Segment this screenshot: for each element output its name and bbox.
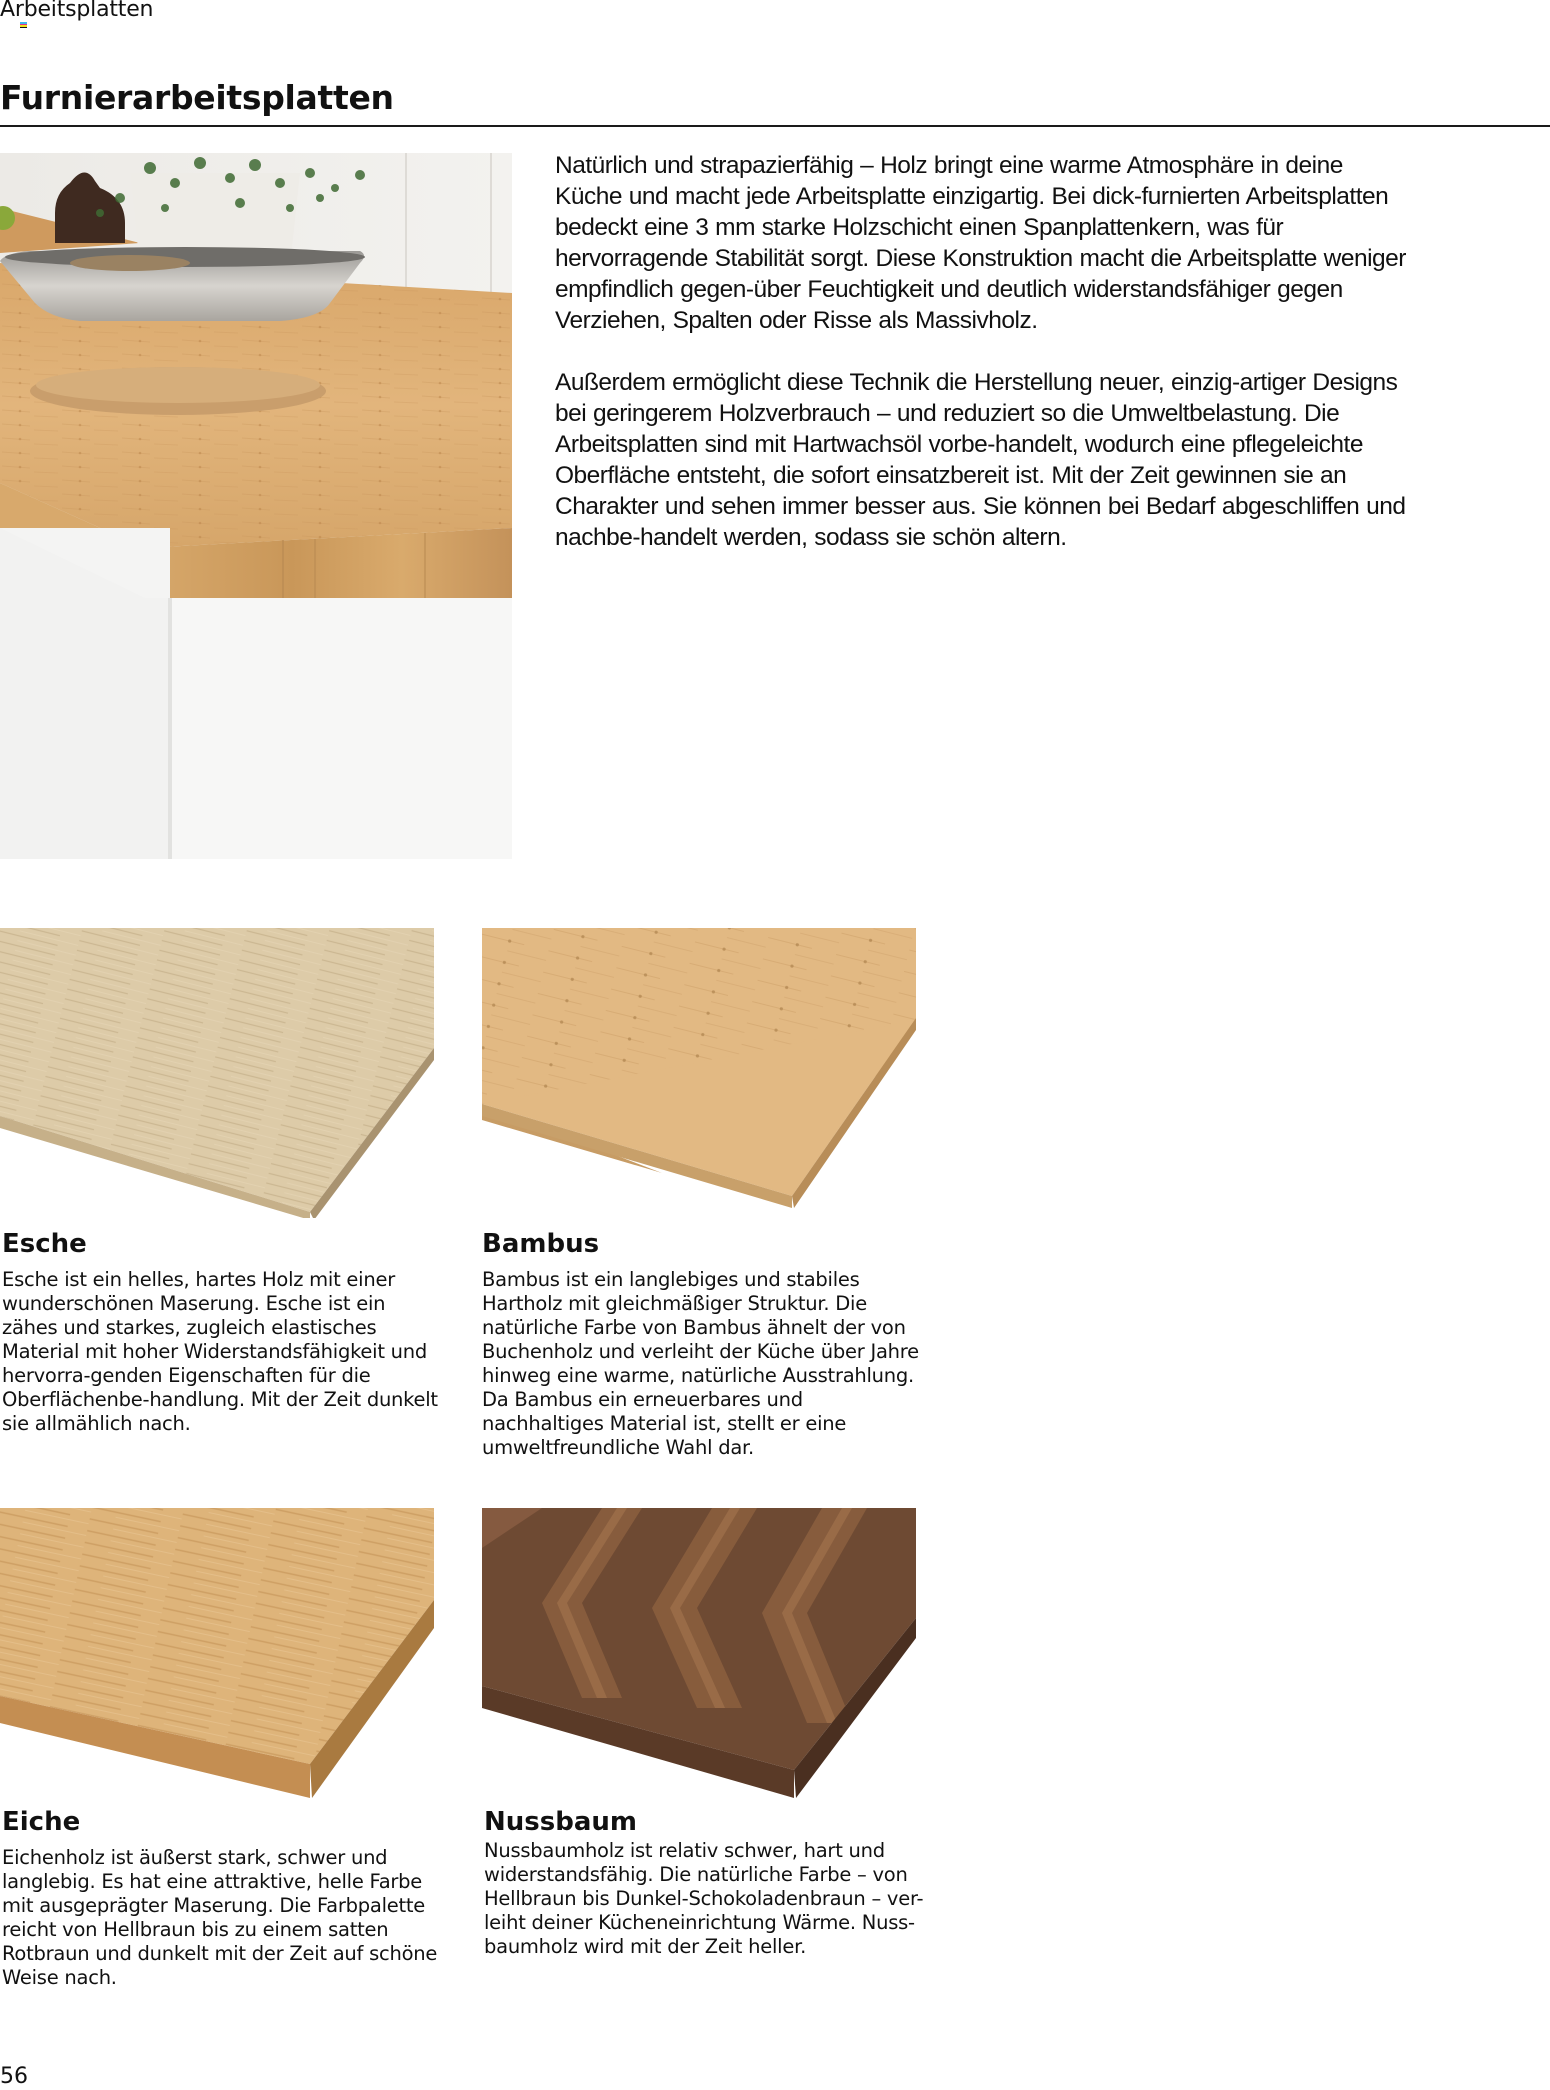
intro-paragraph: Außerdem ermöglicht diese Technik die Herstellung neuer, einzig-artiger Designs bei geringerem Holzverbrauch – und reduziert so die Umweltbelastung. Die Arbeitsplatten sind mit Hartwachsöl vorbe-handelt, wodurch eine pflegeleichte Oberfläche entsteht, die sofort einsatzbereit ist. Mit der Zeit gewinnen sie an Charakter und sehen immer besser aus. Sie können bei Bedarf abgeschliffen und nachbe-handelt werden, sodass sie schön altern. <box>555 369 1406 551</box>
page-number: 56 <box>0 2064 28 2089</box>
swatch-image-esche <box>0 928 434 1218</box>
section-label: Arbeitsplatten <box>0 0 154 22</box>
material-text-eiche: Eichenholz ist äußerst stark, schwer und langlebig. Es hat eine attraktive, helle Farbe mit ausgeprägter Maserung. Die Farbpalette reicht von Hellbraun bis zu einem satten Rotbraun und dunkelt mit der Zeit auf schöne Weise nach. <box>2 1846 438 1989</box>
material-text-esche: Esche ist ein helles, hartes Holz mit einer wunderschönen Maserung. Esche ist ein zähes und starkes, zugleich elastisches Material mit hoher Widerstandsfähigkeit und hervorra-genden Eigenschaften für die Oberflächenbe-handlung. Mit der Zeit dunkelt sie allmählich nach. <box>2 1268 438 1435</box>
material-title-eiche: Eiche <box>2 1807 81 1837</box>
swatch-image-eiche <box>0 1508 434 1798</box>
swatch-image-bambus <box>482 928 916 1218</box>
hero-image-bamboo-countertop <box>0 153 512 859</box>
material-title-nussbaum: Nussbaum <box>484 1807 637 1837</box>
swatch-image-nussbaum <box>482 1508 916 1798</box>
intro-paragraph: Natürlich und strapazierfähig – Holz bringt eine warme Atmosphäre in deine Küche und macht jede Arbeitsplatte einzigartig. Bei dick-furnierten Arbeitsplatten bedeckt eine 3 mm starke Holzschicht einen Spanplattenkern, was für hervorragende Stabilität sorgt. Diese Konstruktion macht die Arbeitsplatte weniger empfindlich gegen-über Feuchtigkeit und deutlich widerstandsfähiger gegen Verziehen, Spalten oder Risse als Massivholz. <box>555 152 1406 334</box>
material-text-bambus: Bambus ist ein langlebiges und stabiles Hartholz mit gleichmäßiger Struktur. Die natürliche Farbe von Bambus ähnelt der von Buchenholz und verleiht der Küche über Jahre hinweg eine warme, natürliche Ausstrahlung. Da Bambus ein erneuerbares und nachhaltiges Material ist, stellt er eine umweltfreundliche Wahl dar. <box>482 1268 919 1459</box>
material-title-bambus: Bambus <box>482 1229 600 1259</box>
title-divider <box>0 125 1550 127</box>
material-text-nussbaum: Nussbaumholz ist relativ schwer, hart und widerstandsfähig. Die natürliche Farbe – von Hellbraun bis Dunkel-Schokoladenbraun – ver-leiht deiner Kücheneinrichtung Wärme. Nuss-baumholz wird mit der Zeit heller. <box>484 1839 924 1958</box>
page-title: Furnierarbeitsplatten <box>0 78 394 117</box>
intro-text <box>555 150 1415 584</box>
print-color-mark-icon <box>20 22 27 28</box>
material-title-esche: Esche <box>2 1229 87 1259</box>
